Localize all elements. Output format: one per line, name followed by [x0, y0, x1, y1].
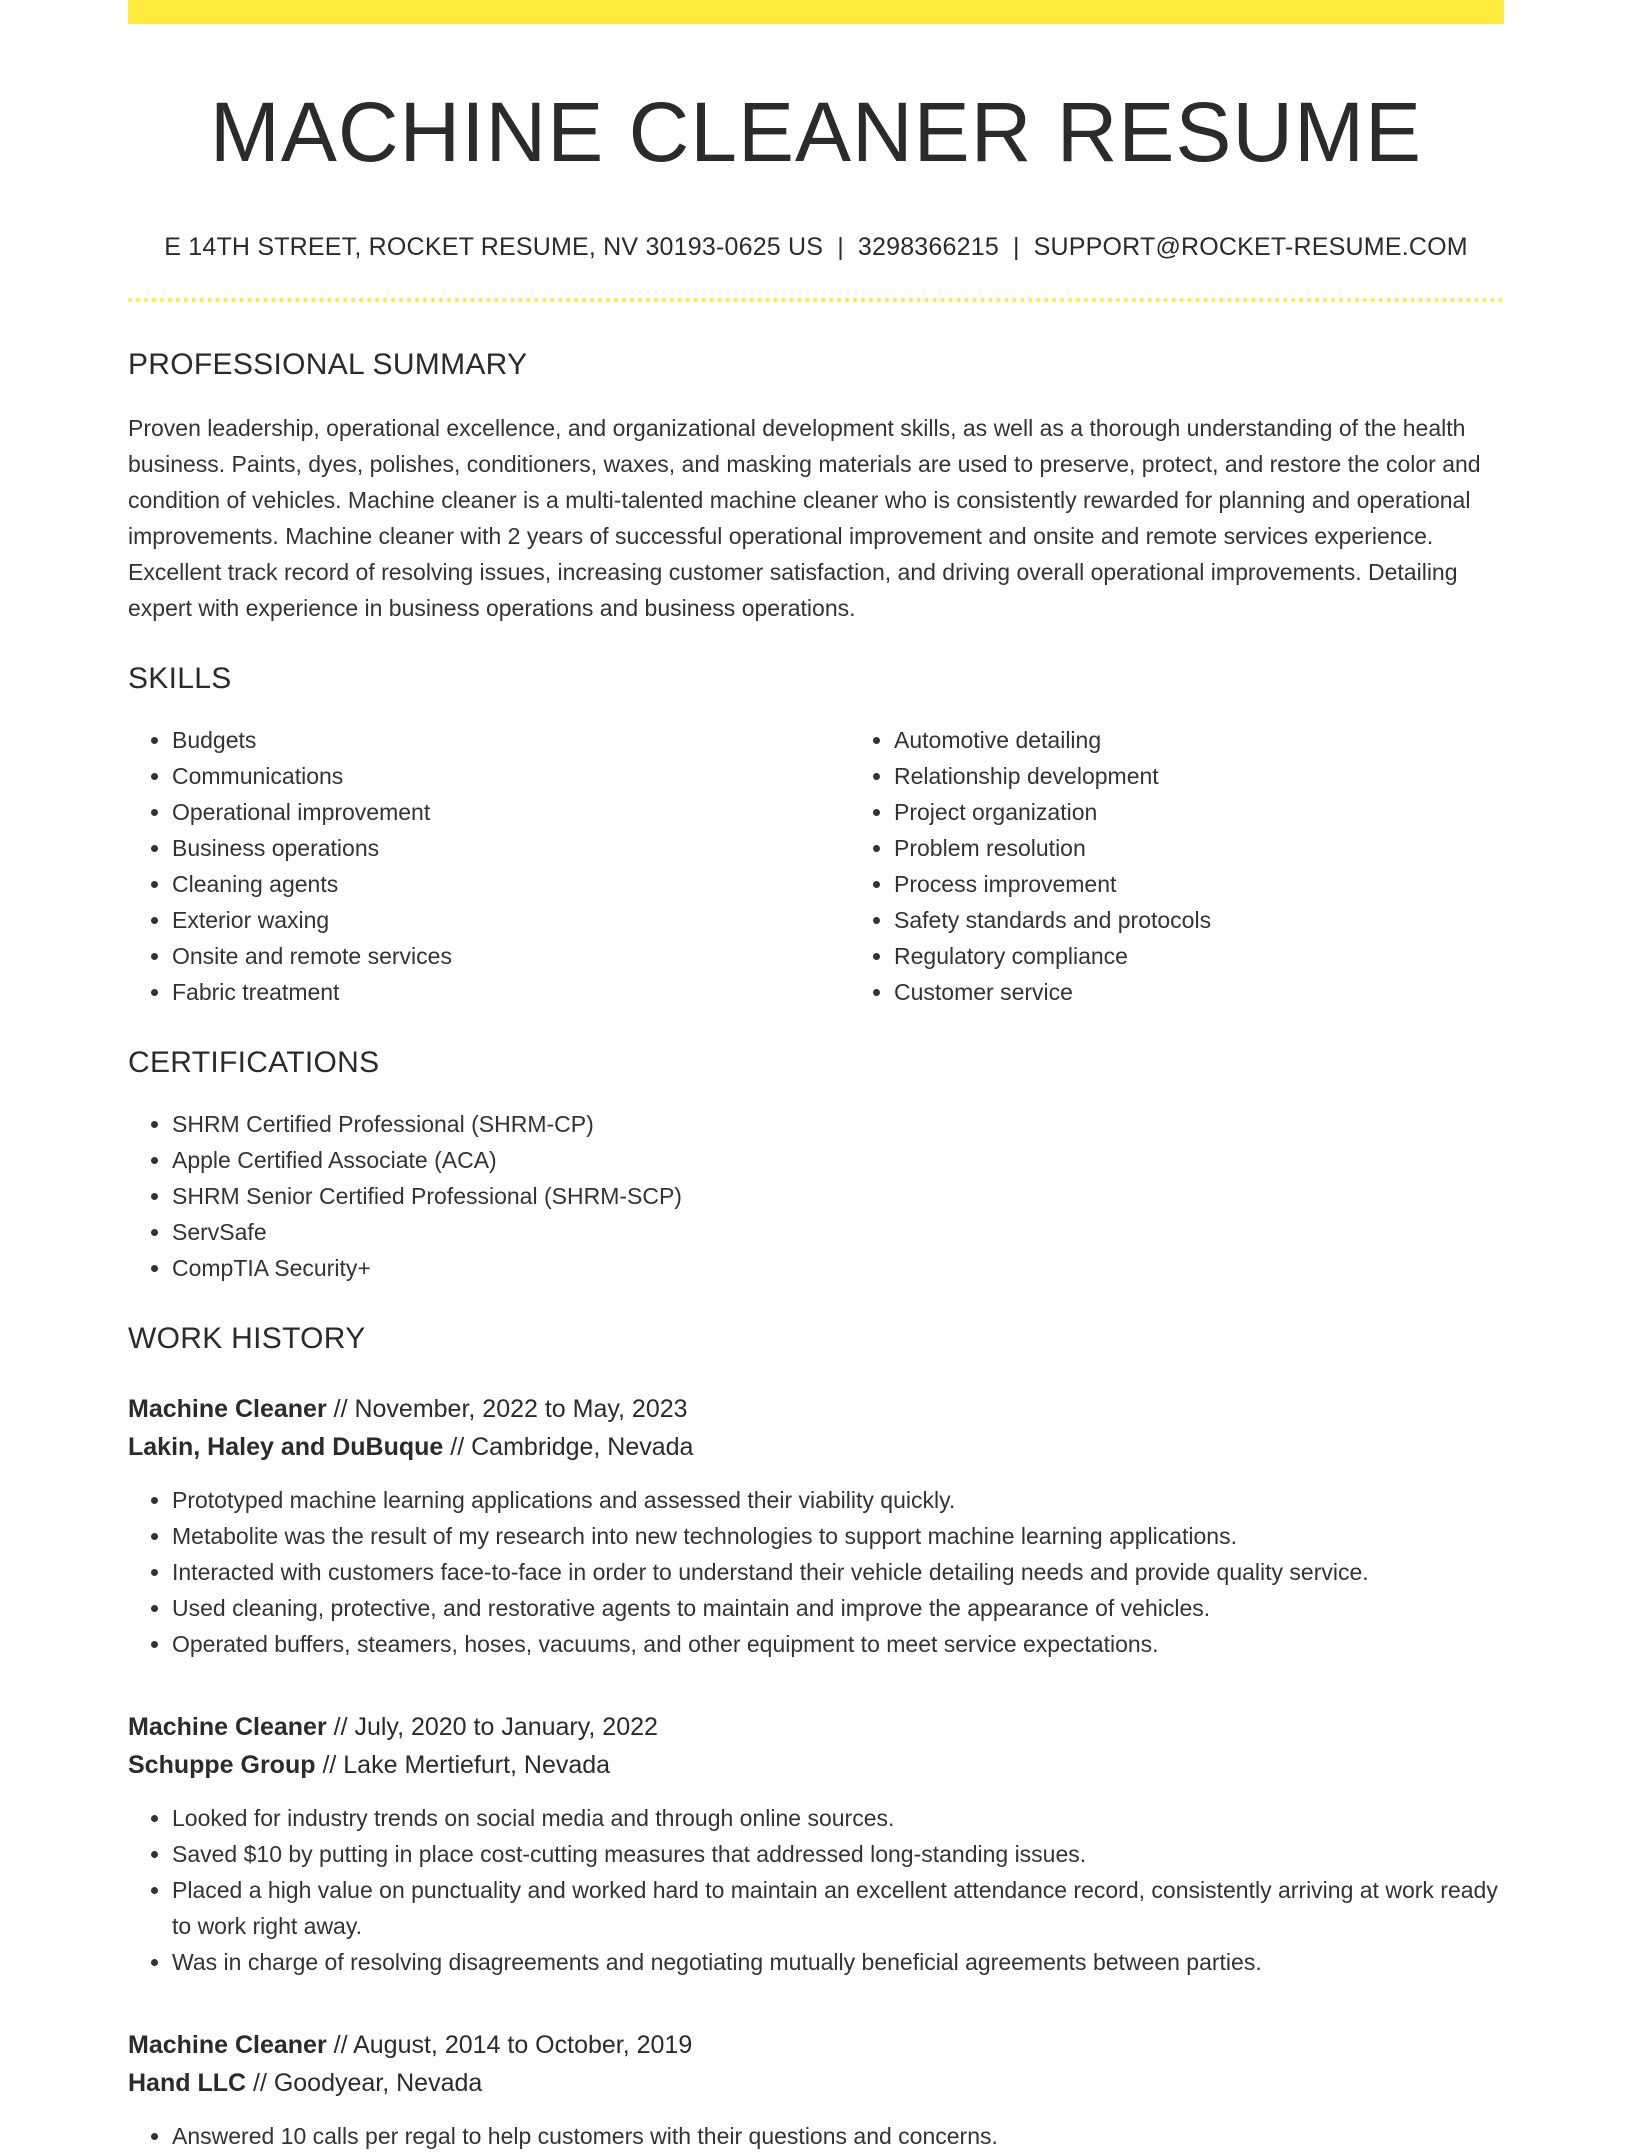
summary-text: Proven leadership, operational excellence, and organizational development skills, as well as a thorough understanding of the health business. Paints, dyes, polishes, conditioners, waxes, and masking materials are used to preserve, protect, and restore the color and condition of vehicles. Machine cleaner is a multi-talented machine cleaner who is consistently rewarded for planning and operational improvements. Machine cleaner with 2 years of successful operational improvement and onsite and remote services experience. Excellent track record of resolving issues, increasing customer satisfaction, and driving overall operational improvements. Detailing expert with experience in business operations and business operations. [128, 414, 1481, 621]
certifications-list [128, 1106, 1504, 1286]
job-company: Schuppe Group [128, 1750, 316, 1779]
summary-heading: PROFESSIONAL SUMMARY [128, 347, 528, 381]
contact-phone: 3298366215 [857, 232, 999, 261]
skills-list-right [850, 722, 1554, 1010]
contact-line [128, 233, 1504, 262]
skill-item: • Business operations [172, 830, 850, 866]
job-bullet: • Placed a high value on punctuality and worked hard to maintain an excellent attendance record, consistently arriving at work ready to work right away. [172, 1872, 1504, 1944]
job-bullet: • Answered 10 calls per regal to help customers with their questions and concerns. [172, 2118, 1504, 2154]
skill-item: • Problem resolution [894, 830, 1554, 866]
skill-item: • Regulatory compliance [894, 938, 1554, 974]
job-dates: // August, 2014 to October, 2019 [326, 2030, 693, 2059]
certification-item: • SHRM Certified Professional (SHRM-CP) [172, 1106, 1504, 1142]
job-bullets [128, 1800, 1504, 1980]
skills-section [128, 662, 1504, 1010]
skills-columns [128, 696, 1504, 1010]
certifications-section [128, 1046, 1504, 1286]
contact-separator: | [837, 232, 844, 261]
job-role: Machine Cleaner [128, 2030, 327, 2059]
skill-item: • Relationship development [894, 758, 1554, 794]
skill-item: • Exterior waxing [172, 902, 850, 938]
skill-item: • Safety standards and protocols [894, 902, 1554, 938]
skill-item: • Process improvement [894, 866, 1554, 902]
job-dates: // July, 2020 to January, 2022 [326, 1712, 658, 1741]
dotted-divider [128, 298, 1504, 302]
contact-address: E 14TH STREET, ROCKET RESUME, NV 30193-0625 US [164, 232, 824, 261]
jobs-container [128, 1390, 1504, 2154]
job-entry [128, 1390, 1504, 1662]
contact-separator: | [1012, 232, 1020, 261]
skill-item: • Customer service [894, 974, 1554, 1010]
skill-item: • Project organization [894, 794, 1554, 830]
skill-item: • Communications [172, 758, 850, 794]
job-entry [128, 1708, 1504, 1980]
job-role: Machine Cleaner [128, 1712, 327, 1741]
contact-email: SUPPORT@ROCKET-RESUME.COM [1033, 232, 1468, 261]
certification-item: • SHRM Senior Certified Professional (SHRM-SCP) [172, 1178, 1504, 1214]
job-company-line [128, 1428, 1504, 1466]
job-bullet: • Interacted with customers face-to-face in order to understand their vehicle detailing needs and provide quality service. [172, 1554, 1504, 1590]
work-history-section [128, 1322, 1504, 2154]
skill-item: • Onsite and remote services [172, 938, 850, 974]
certification-item: • ServSafe [172, 1214, 1504, 1250]
job-bullets [128, 1482, 1504, 1662]
certifications-heading: CERTIFICATIONS [128, 1045, 380, 1079]
job-company-line [128, 2064, 1504, 2102]
job-company-line [128, 1746, 1504, 1784]
skill-item: • Cleaning agents [172, 866, 850, 902]
summary-section [128, 348, 1504, 626]
job-bullet: • Looked for industry trends on social media and through online sources. [172, 1800, 1504, 1836]
job-bullet: • Operated buffers, steamers, hoses, vacuums, and other equipment to meet service expectations. [172, 1626, 1504, 1662]
resume-title: MACHINE CLEANER RESUME [209, 85, 1423, 179]
job-bullet: • Metabolite was the result of my research into new technologies to support machine learning applications. [172, 1518, 1504, 1554]
job-bullet: • Prototyped machine learning applications and assessed their viability quickly. [172, 1482, 1504, 1518]
certification-item: • Apple Certified Associate (ACA) [172, 1142, 1504, 1178]
certification-item: • CompTIA Security+ [172, 1250, 1504, 1286]
job-role: Machine Cleaner [128, 1394, 327, 1423]
job-location: // Lake Mertiefurt, Nevada [315, 1750, 611, 1779]
job-title-line [128, 1390, 1504, 1428]
skills-list-left [128, 722, 850, 1010]
resume-page [128, 0, 1504, 2154]
job-bullet: • Saved $10 by putting in place cost-cutting measures that addressed long-standing issues. [172, 1836, 1504, 1872]
job-bullet: • Used cleaning, protective, and restorative agents to maintain and improve the appearance of vehicles. [172, 1590, 1504, 1626]
skill-item: • Budgets [172, 722, 850, 758]
job-company: Hand LLC [128, 2068, 247, 2097]
skill-item: • Fabric treatment [172, 974, 850, 1010]
accent-top-bar [128, 0, 1504, 24]
job-title-line [128, 1708, 1504, 1746]
job-bullet: • Was in charge of resolving disagreements and negotiating mutually beneficial agreements between parties. [172, 1944, 1504, 1980]
job-company: Lakin, Haley and DuBuque [128, 1432, 444, 1461]
job-title-line [128, 2026, 1504, 2064]
job-dates: // November, 2022 to May, 2023 [326, 1394, 688, 1423]
job-location: // Cambridge, Nevada [443, 1432, 694, 1461]
skill-item: • Operational improvement [172, 794, 850, 830]
skill-item: • Automotive detailing [894, 722, 1554, 758]
job-bullets [128, 2118, 1504, 2154]
job-entry [128, 2026, 1504, 2154]
work-history-heading: WORK HISTORY [128, 1321, 366, 1355]
job-location: // Goodyear, Nevada [246, 2068, 483, 2097]
skills-heading: SKILLS [128, 661, 232, 695]
